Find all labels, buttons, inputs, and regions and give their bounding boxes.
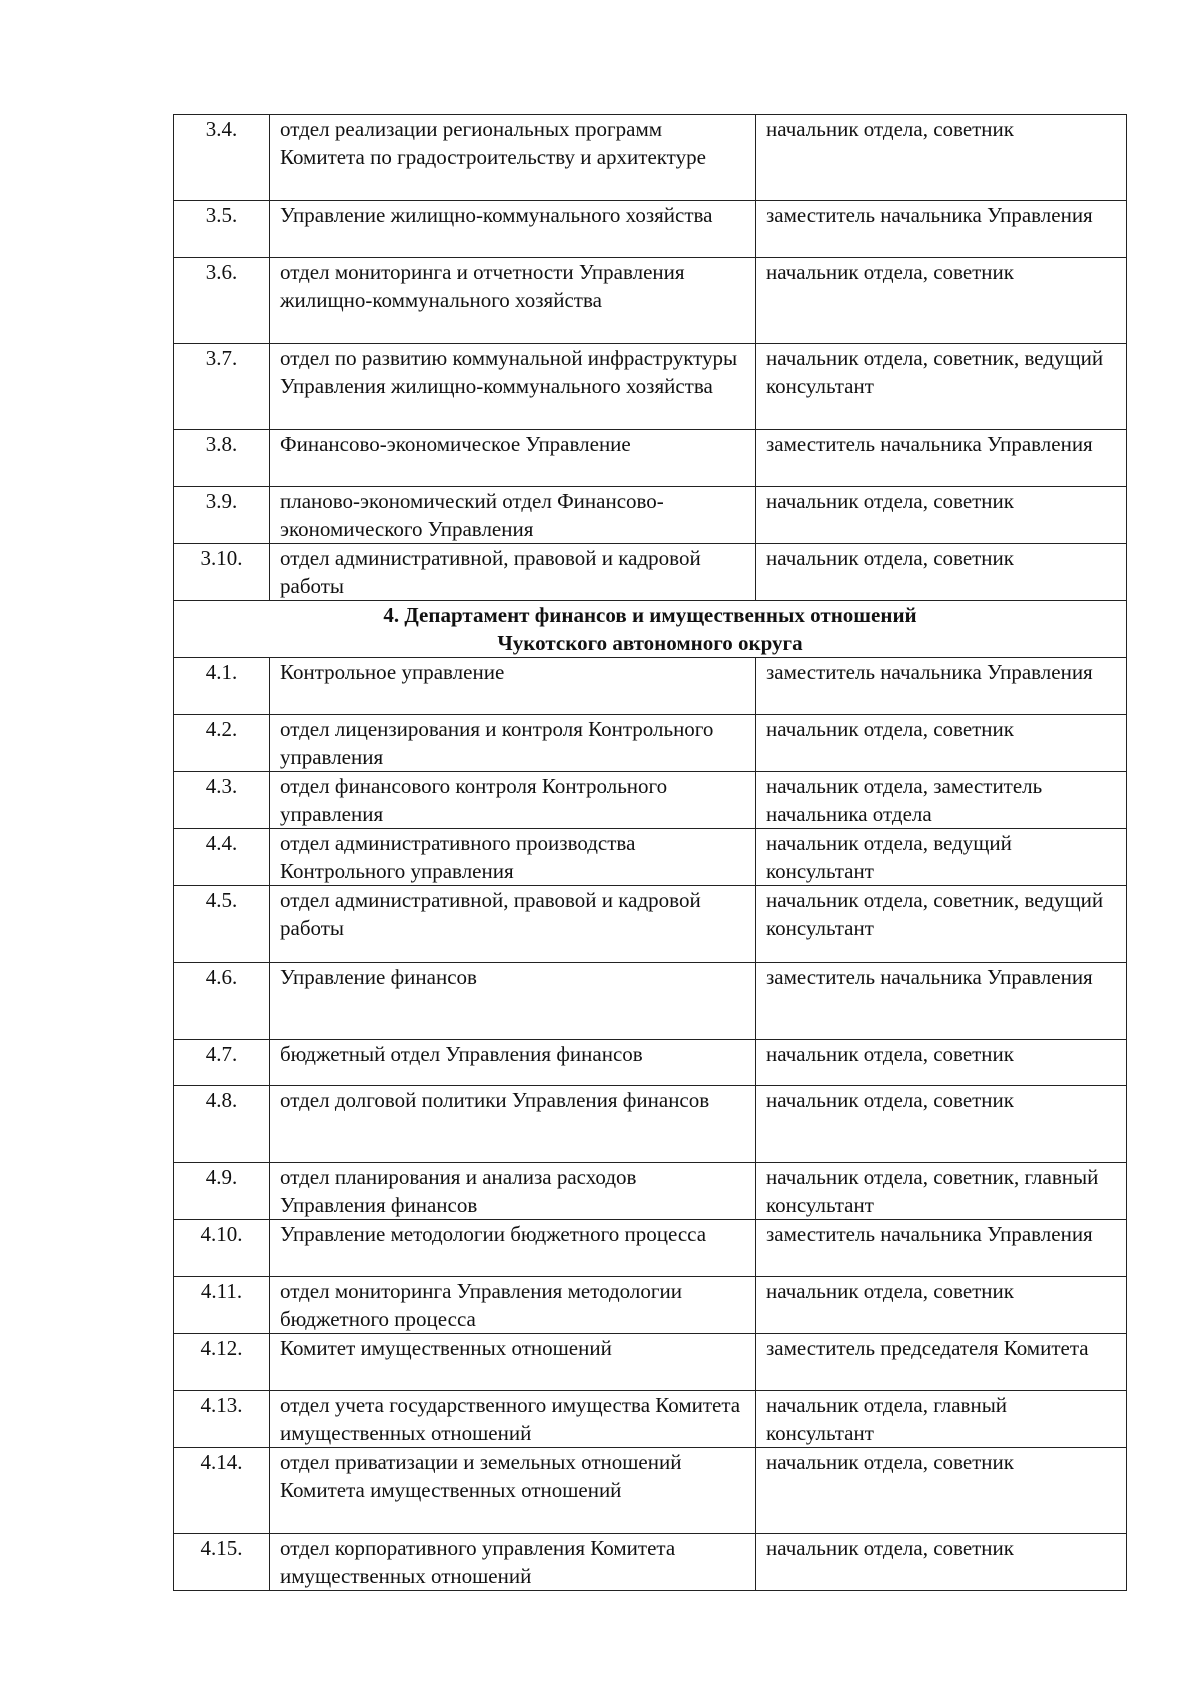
- table-row: [174, 201, 1127, 258]
- position-cell: заместитель начальника Управления: [756, 430, 1127, 487]
- table-row: [174, 1086, 1127, 1163]
- section-title: [174, 601, 1127, 658]
- row-number-cell: 4.10.: [174, 1220, 270, 1277]
- row-number-cell: 3.10.: [174, 544, 270, 601]
- row-number-cell: 4.11.: [174, 1277, 270, 1334]
- table-row: [174, 963, 1127, 1040]
- position-cell: начальник отдела, советник, ведущий консультант: [756, 344, 1127, 430]
- section-header-row: [174, 601, 1127, 658]
- position-cell: начальник отдела, советник: [756, 544, 1127, 601]
- position-cell: заместитель начальника Управления: [756, 1220, 1127, 1277]
- department-name-cell: отдел административной, правовой и кадровой работы: [270, 544, 756, 601]
- row-number-cell: 4.4.: [174, 829, 270, 886]
- table-row: [174, 430, 1127, 487]
- position-cell: заместитель председателя Комитета: [756, 1334, 1127, 1391]
- table-row: [174, 1163, 1127, 1220]
- table-row: [174, 344, 1127, 430]
- position-cell: начальник отдела, советник: [756, 1277, 1127, 1334]
- department-name-cell: планово-экономический отдел Финансово-экономического Управления: [270, 487, 756, 544]
- department-name-cell: отдел планирования и анализа расходов Управления финансов: [270, 1163, 756, 1220]
- table-row: [174, 1391, 1127, 1448]
- position-cell: начальник отдела, советник: [756, 487, 1127, 544]
- position-cell: заместитель начальника Управления: [756, 201, 1127, 258]
- table-row: [174, 115, 1127, 201]
- table-row: [174, 1220, 1127, 1277]
- position-cell: начальник отдела, ведущий консультант: [756, 829, 1127, 886]
- department-name-cell: отдел долговой политики Управления финансов: [270, 1086, 756, 1163]
- department-name-cell: отдел финансового контроля Контрольного управления: [270, 772, 756, 829]
- row-number-cell: 4.8.: [174, 1086, 270, 1163]
- row-number-cell: 4.6.: [174, 963, 270, 1040]
- row-number-cell: 3.7.: [174, 344, 270, 430]
- table-row: [174, 829, 1127, 886]
- row-number-cell: 4.9.: [174, 1163, 270, 1220]
- table-row: [174, 258, 1127, 344]
- table-row: [174, 544, 1127, 601]
- table-body: [174, 115, 1127, 1591]
- table-row: [174, 1534, 1127, 1591]
- position-cell: заместитель начальника Управления: [756, 963, 1127, 1040]
- department-name-cell: Финансово-экономическое Управление: [270, 430, 756, 487]
- row-number-cell: 3.8.: [174, 430, 270, 487]
- table-row: [174, 658, 1127, 715]
- row-number-cell: 4.5.: [174, 886, 270, 963]
- position-cell: начальник отдела, советник: [756, 115, 1127, 201]
- department-name-cell: отдел реализации региональных программ Комитета по градостроительству и архитектуре: [270, 115, 756, 201]
- department-name-cell: отдел по развитию коммунальной инфраструктуры Управления жилищно-коммунального хозяйства: [270, 344, 756, 430]
- table-row: [174, 487, 1127, 544]
- position-cell: начальник отдела, советник, главный консультант: [756, 1163, 1127, 1220]
- row-number-cell: 3.6.: [174, 258, 270, 344]
- position-cell: начальник отдела, советник: [756, 715, 1127, 772]
- department-name-cell: Управление жилищно-коммунального хозяйства: [270, 201, 756, 258]
- department-name-cell: отдел административного производства Контрольного управления: [270, 829, 756, 886]
- position-cell: начальник отдела, советник: [756, 1040, 1127, 1086]
- department-name-cell: Контрольное управление: [270, 658, 756, 715]
- department-name-cell: отдел мониторинга Управления методологии бюджетного процесса: [270, 1277, 756, 1334]
- department-name-cell: бюджетный отдел Управления финансов: [270, 1040, 756, 1086]
- section-title-line-2: Чукотского автономного округа: [497, 631, 803, 655]
- table-row: [174, 1334, 1127, 1391]
- position-cell: начальник отдела, советник: [756, 1086, 1127, 1163]
- department-name-cell: отдел мониторинга и отчетности Управления жилищно-коммунального хозяйства: [270, 258, 756, 344]
- position-cell: начальник отдела, советник: [756, 1534, 1127, 1591]
- row-number-cell: 4.1.: [174, 658, 270, 715]
- department-name-cell: отдел учета государственного имущества Комитета имущественных отношений: [270, 1391, 756, 1448]
- position-cell: заместитель начальника Управления: [756, 658, 1127, 715]
- position-cell: начальник отдела, советник, ведущий консультант: [756, 886, 1127, 963]
- position-cell: начальник отдела, заместитель начальника отдела: [756, 772, 1127, 829]
- position-cell: начальник отдела, советник: [756, 1448, 1127, 1534]
- department-name-cell: Комитет имущественных отношений: [270, 1334, 756, 1391]
- row-number-cell: 4.14.: [174, 1448, 270, 1534]
- table-row: [174, 772, 1127, 829]
- row-number-cell: 3.5.: [174, 201, 270, 258]
- department-name-cell: отдел административной, правовой и кадровой работы: [270, 886, 756, 963]
- department-name-cell: отдел лицензирования и контроля Контрольного управления: [270, 715, 756, 772]
- position-cell: начальник отдела, главный консультант: [756, 1391, 1127, 1448]
- position-cell: начальник отдела, советник: [756, 258, 1127, 344]
- section-title-line-1: 4. Департамент финансов и имущественных отношений: [383, 603, 917, 627]
- table-row: [174, 1040, 1127, 1086]
- row-number-cell: 4.7.: [174, 1040, 270, 1086]
- department-name-cell: отдел приватизации и земельных отношений Комитета имущественных отношений: [270, 1448, 756, 1534]
- table-row: [174, 715, 1127, 772]
- department-name-cell: Управление финансов: [270, 963, 756, 1040]
- department-name-cell: отдел корпоративного управления Комитета имущественных отношений: [270, 1534, 756, 1591]
- table-row: [174, 1277, 1127, 1334]
- row-number-cell: 4.3.: [174, 772, 270, 829]
- row-number-cell: 4.13.: [174, 1391, 270, 1448]
- row-number-cell: 3.9.: [174, 487, 270, 544]
- positions-table: [173, 114, 1127, 1591]
- table-row: [174, 886, 1127, 963]
- row-number-cell: 4.12.: [174, 1334, 270, 1391]
- department-name-cell: Управление методологии бюджетного процесса: [270, 1220, 756, 1277]
- table-row: [174, 1448, 1127, 1534]
- row-number-cell: 4.2.: [174, 715, 270, 772]
- row-number-cell: 3.4.: [174, 115, 270, 201]
- row-number-cell: 4.15.: [174, 1534, 270, 1591]
